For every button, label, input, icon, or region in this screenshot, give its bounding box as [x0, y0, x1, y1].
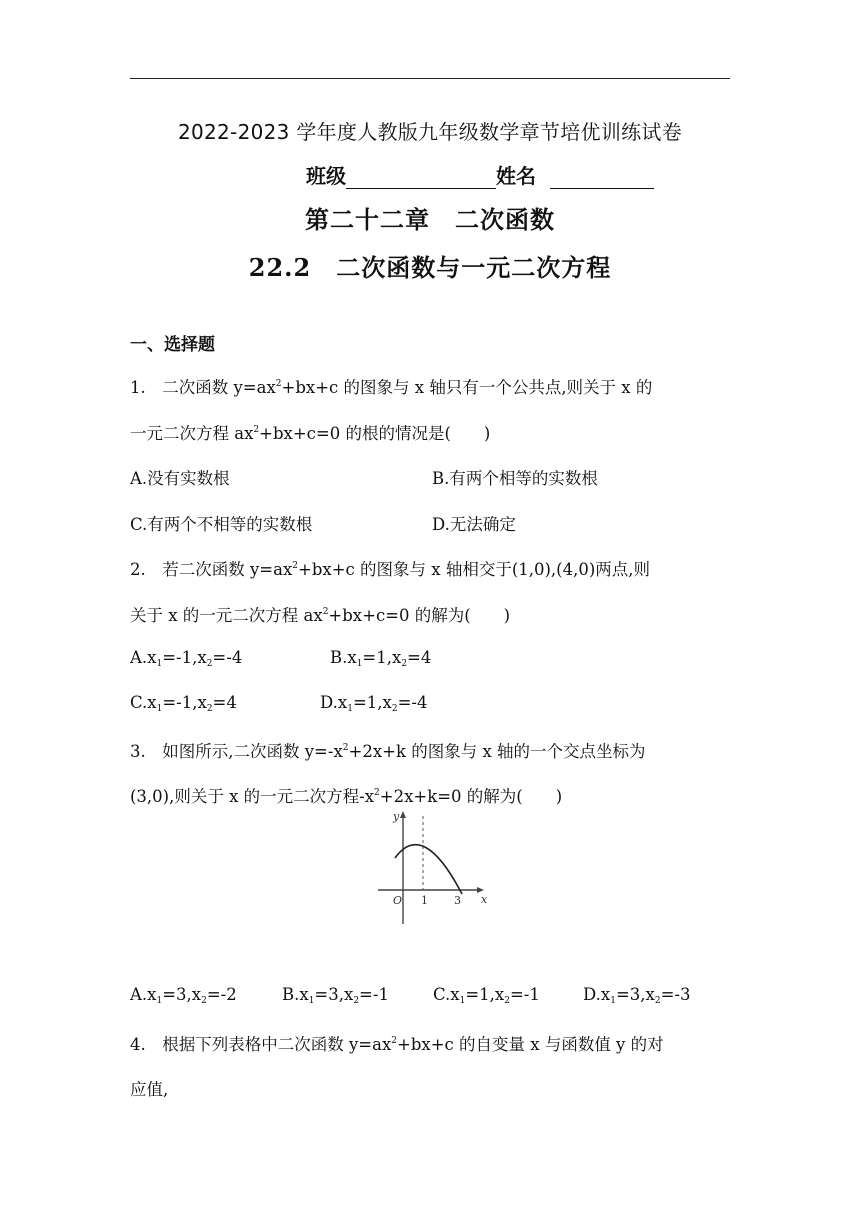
q4-stem-line2: 应值,: [130, 1080, 169, 1099]
section-title: 22.2 二次函数与一元二次方程: [248, 253, 612, 282]
origin-label: O: [393, 894, 403, 907]
q3-parabola-figure: [370, 810, 490, 930]
y-axis-arrow: [400, 811, 406, 818]
q3-stem-line2: (3,0),则关于 x 的一元二次方程$-x^2+2x+k=0$ 的解为( ): [130, 787, 563, 806]
class-label: 班级: [306, 164, 346, 188]
q3-option-b: $B.x_1=3,x_2=-1$: [282, 985, 389, 1006]
q1-option-c: C.有两个不相等的实数根: [130, 515, 313, 534]
tick-label-1: 1: [421, 894, 428, 907]
q1-option-a: A.没有实数根: [130, 469, 230, 488]
q3-stem-line1: 3. 如图所示,二次函数 $y=-x^2+2x+k$ 的图象与 x 轴的一个交点坐标为: [130, 742, 646, 761]
q2-stem-line1: 2. 若二次函数 $y=ax^2+bx+c$ 的图象与 x 轴相交于(1,0),(4,0)两点,则: [130, 560, 651, 579]
class-name-line: [306, 160, 654, 189]
q1-stem-line2: 一元二次方程 $ax^2+bx+c=0$ 的根的情况是( ): [130, 424, 491, 443]
q2-stem-line2: 关于 x 的一元二次方程 $ax^2+bx+c=0$ 的解为( ): [130, 606, 511, 625]
x-axis-label: x: [481, 893, 488, 906]
y-axis-label: y: [393, 810, 400, 823]
q2-option-d: $D.x_1=1,x_2=-4$: [320, 693, 428, 714]
q2-option-b: $B.x_1=1,x_2=4$: [330, 648, 432, 669]
part-heading: 一、选择题: [130, 335, 215, 355]
tick-label-3: 3: [454, 894, 461, 907]
chapter-title: 第二十二章 二次函数: [305, 205, 555, 234]
document-title: 2022-2023 学年度人教版九年级数学章节培优训练试卷: [177, 120, 683, 144]
q2-option-c: $C.x_1=-1,x_2=4$: [130, 693, 237, 714]
q2-option-a: $A.x_1=-1,x_2=-4$: [130, 648, 243, 669]
q1-stem-line1: 1. 二次函数 $y=ax^2+bx+c$ 的图象与 x 轴只有一个公共点,则关于 x 的: [130, 378, 653, 397]
q3-option-a: $A.x_1=3,x_2=-2$: [130, 985, 237, 1006]
q3-option-d: $D.x_1=3,x_2=-3$: [583, 985, 691, 1006]
class-blank: [346, 168, 496, 189]
name-label: 姓名: [496, 164, 536, 188]
q1-option-b: B.有两个相等的实数根: [432, 469, 598, 488]
q4-stem-line1: 4. 根据下列表格中二次函数 $y=ax^2+bx+c$ 的自变量 x 与函数值 y 的对: [130, 1035, 664, 1054]
q1-option-d: D.无法确定: [432, 515, 516, 534]
q3-option-c: $C.x_1=1,x_2=-1$: [433, 985, 540, 1006]
name-blank: [550, 168, 654, 189]
parabola-curve: [395, 845, 462, 894]
top-rule: [130, 78, 730, 79]
